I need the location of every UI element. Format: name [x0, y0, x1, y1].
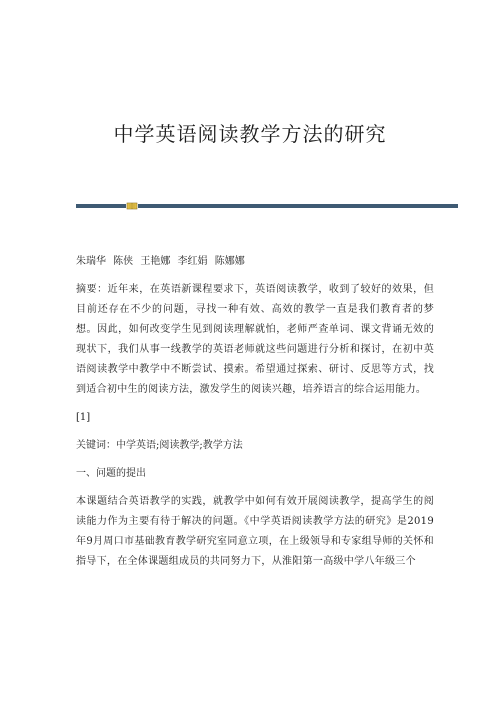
body-paragraph: 本课题结合英语教学的实践，就教学中如何有效开展阅读教学，提高学生的阅读能力作为主要有待于解决的问题。《中学英语阅读教学方法的研究》是2019年9月周口市基础教育教学研究室同意立项，在上级领导和专家组导师的关怀和指导下，在全体课题组成员的共同努力下，从淮阳第一高级中学八年级三个 [76, 496, 434, 567]
title-divider [76, 202, 458, 212]
book-icon [126, 202, 138, 210]
section-heading: 一、问题的提出 [76, 468, 146, 479]
divider-bar-left [76, 204, 126, 208]
divider-bar-right [138, 204, 458, 208]
citation-marker: [1] [76, 412, 91, 423]
abstract-paragraph: 摘要：近年来，在英语新课程要求下，英语阅读教学，收到了较好的效果，但目前还存在不少的问题，寻找一种有效、高效的教学一直是我们教育者的梦想。因此，如何改变学生见到阅读理解就怕，老师严查单词、课文背诵无效的现状下，我们从事一线教学的英语老师就这些问题进行分析和探讨，在初中英语阅读教学中教学中不断尝试、摸索。希望通过探索、研讨、反思等方式，找到适合初中生的阅读方法，激发学生的阅读兴趣，培养语言的综合运用能力。 [76, 284, 434, 395]
document-title: 中学英语阅读教学方法的研究 [113, 122, 387, 146]
author-list: 朱瑞华 陈侠 王艳娜 李红娟 陈娜娜 [76, 256, 245, 267]
document-body [76, 252, 434, 580]
keywords-line: 关键词：中学英语;阅读教学;教学方法 [76, 440, 243, 451]
